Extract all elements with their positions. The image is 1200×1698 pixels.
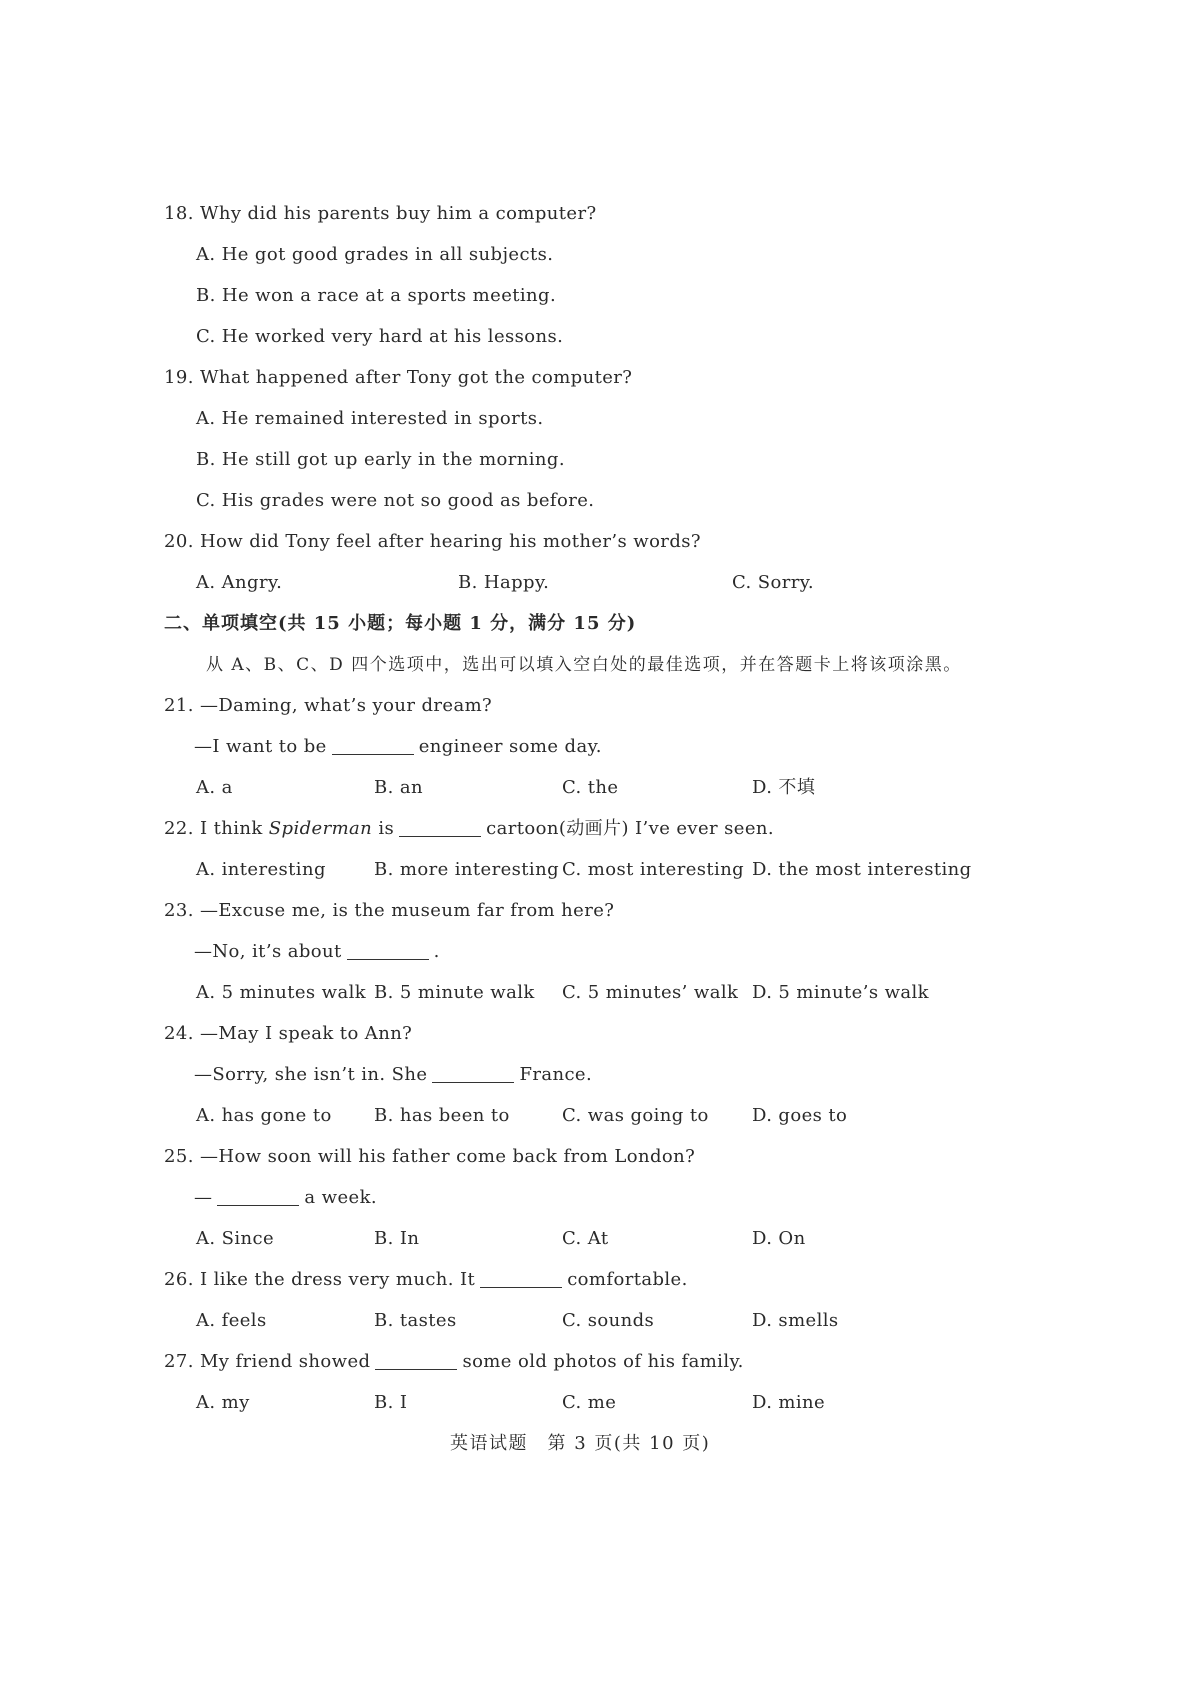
page-footer: 英语试题 第 3 页(共 10 页) (450, 1433, 711, 1454)
question-26-option-a: A. feels (196, 1310, 267, 1331)
question-23-stem: 23. —Excuse me, is the museum far from here? (164, 900, 615, 921)
answer-blank (480, 1269, 562, 1288)
question-25-option-c: C. At (562, 1228, 609, 1249)
question-25-option-b: B. In (374, 1228, 420, 1249)
question-25-line-2-pre: — (194, 1187, 213, 1208)
question-24-option-b: B. has been to (374, 1105, 510, 1126)
question-22-mid: is (378, 818, 395, 839)
question-22-post: cartoon(动画片) I’ve ever seen. (486, 818, 775, 839)
section-2-title: 二、单项填空(共 15 小题；每小题 1 分，满分 15 分) (164, 613, 637, 634)
question-27-option-d: D. mine (752, 1392, 826, 1413)
question-23-line-2 (194, 940, 440, 964)
question-22-pre: 22. I think (164, 818, 263, 839)
question-19-option-a: A. He remained interested in sports. (196, 408, 544, 429)
question-25-line-2-post: a week. (304, 1187, 378, 1208)
question-26-option-c: C. sounds (562, 1310, 655, 1331)
answer-blank (217, 1187, 299, 1206)
question-26-stem (164, 1268, 688, 1292)
question-20-option-b: B. Happy. (458, 572, 550, 593)
question-22-option-a: A. interesting (196, 859, 326, 880)
question-22-stem (164, 817, 774, 841)
question-23-option-b: B. 5 minute walk (374, 982, 535, 1003)
question-26-option-d: D. smells (752, 1310, 839, 1331)
question-25-option-a: A. Since (196, 1228, 275, 1249)
question-25-option-d: D. On (752, 1228, 806, 1249)
question-27-post: some old photos of his family. (462, 1351, 744, 1372)
question-26-post: comfortable. (567, 1269, 688, 1290)
question-21-line-2 (194, 735, 602, 759)
question-21-option-a: A. a (196, 777, 233, 798)
question-21-stem: 21. —Daming, what’s your dream? (164, 695, 493, 716)
question-24-line-2-post: France. (519, 1064, 593, 1085)
question-27-option-b: B. I (374, 1392, 408, 1413)
question-21-option-c: C. the (562, 777, 619, 798)
question-26-option-b: B. tastes (374, 1310, 457, 1331)
question-24-option-d: D. goes to (752, 1105, 848, 1126)
question-21-option-d: D. 不填 (752, 777, 816, 798)
answer-blank (432, 1064, 514, 1083)
question-26-pre: 26. I like the dress very much. It (164, 1269, 476, 1290)
answer-blank (332, 736, 414, 755)
question-24-line-2-pre: —Sorry, she isn’t in. She (194, 1064, 428, 1085)
question-24-option-c: C. was going to (562, 1105, 709, 1126)
question-20-stem: 20. How did Tony feel after hearing his mother’s words? (164, 531, 701, 552)
question-25-line-2 (194, 1186, 377, 1210)
answer-blank (375, 1351, 457, 1370)
question-23-option-d: D. 5 minute’s walk (752, 982, 929, 1003)
section-2-instruction: 从 A、B、C、D 四个选项中，选出可以填入空白处的最佳选项，并在答题卡上将该项涂黑。 (206, 655, 962, 675)
answer-blank (399, 818, 481, 837)
question-18-option-c: C. He worked very hard at his lessons. (196, 326, 564, 347)
question-24-line-2 (194, 1063, 592, 1087)
question-21-option-b: B. an (374, 777, 423, 798)
question-21-line-2-pre: —I want to be (194, 736, 327, 757)
question-21-line-2-post: engineer some day. (418, 736, 602, 757)
question-22-option-b: B. more interesting (374, 859, 559, 880)
question-23-option-c: C. 5 minutes’ walk (562, 982, 739, 1003)
question-18-stem: 18. Why did his parents buy him a computer? (164, 203, 597, 224)
question-22-title: Spiderman (268, 818, 373, 839)
question-19-option-b: B. He still got up early in the morning. (196, 449, 565, 470)
question-22-option-c: C. most interesting (562, 859, 745, 880)
question-27-stem (164, 1350, 744, 1374)
question-27-pre: 27. My friend showed (164, 1351, 371, 1372)
question-18-option-a: A. He got good grades in all subjects. (196, 244, 554, 265)
question-23-line-2-post: . (433, 941, 440, 962)
question-22-option-d: D. the most interesting (752, 859, 972, 880)
question-20-option-c: C. Sorry. (732, 572, 815, 593)
question-18-option-b: B. He won a race at a sports meeting. (196, 285, 557, 306)
question-19-option-c: C. His grades were not so good as before. (196, 490, 595, 511)
question-19-stem: 19. What happened after Tony got the computer? (164, 367, 633, 388)
question-25-stem: 25. —How soon will his father come back from London? (164, 1146, 696, 1167)
question-27-option-a: A. my (196, 1392, 250, 1413)
question-24-option-a: A. has gone to (196, 1105, 332, 1126)
answer-blank (347, 941, 429, 960)
question-20-option-a: A. Angry. (196, 572, 283, 593)
question-27-option-c: C. me (562, 1392, 617, 1413)
question-24-stem: 24. —May I speak to Ann? (164, 1023, 413, 1044)
question-23-line-2-pre: —No, it’s about (194, 941, 342, 962)
question-23-option-a: A. 5 minutes walk (196, 982, 367, 1003)
